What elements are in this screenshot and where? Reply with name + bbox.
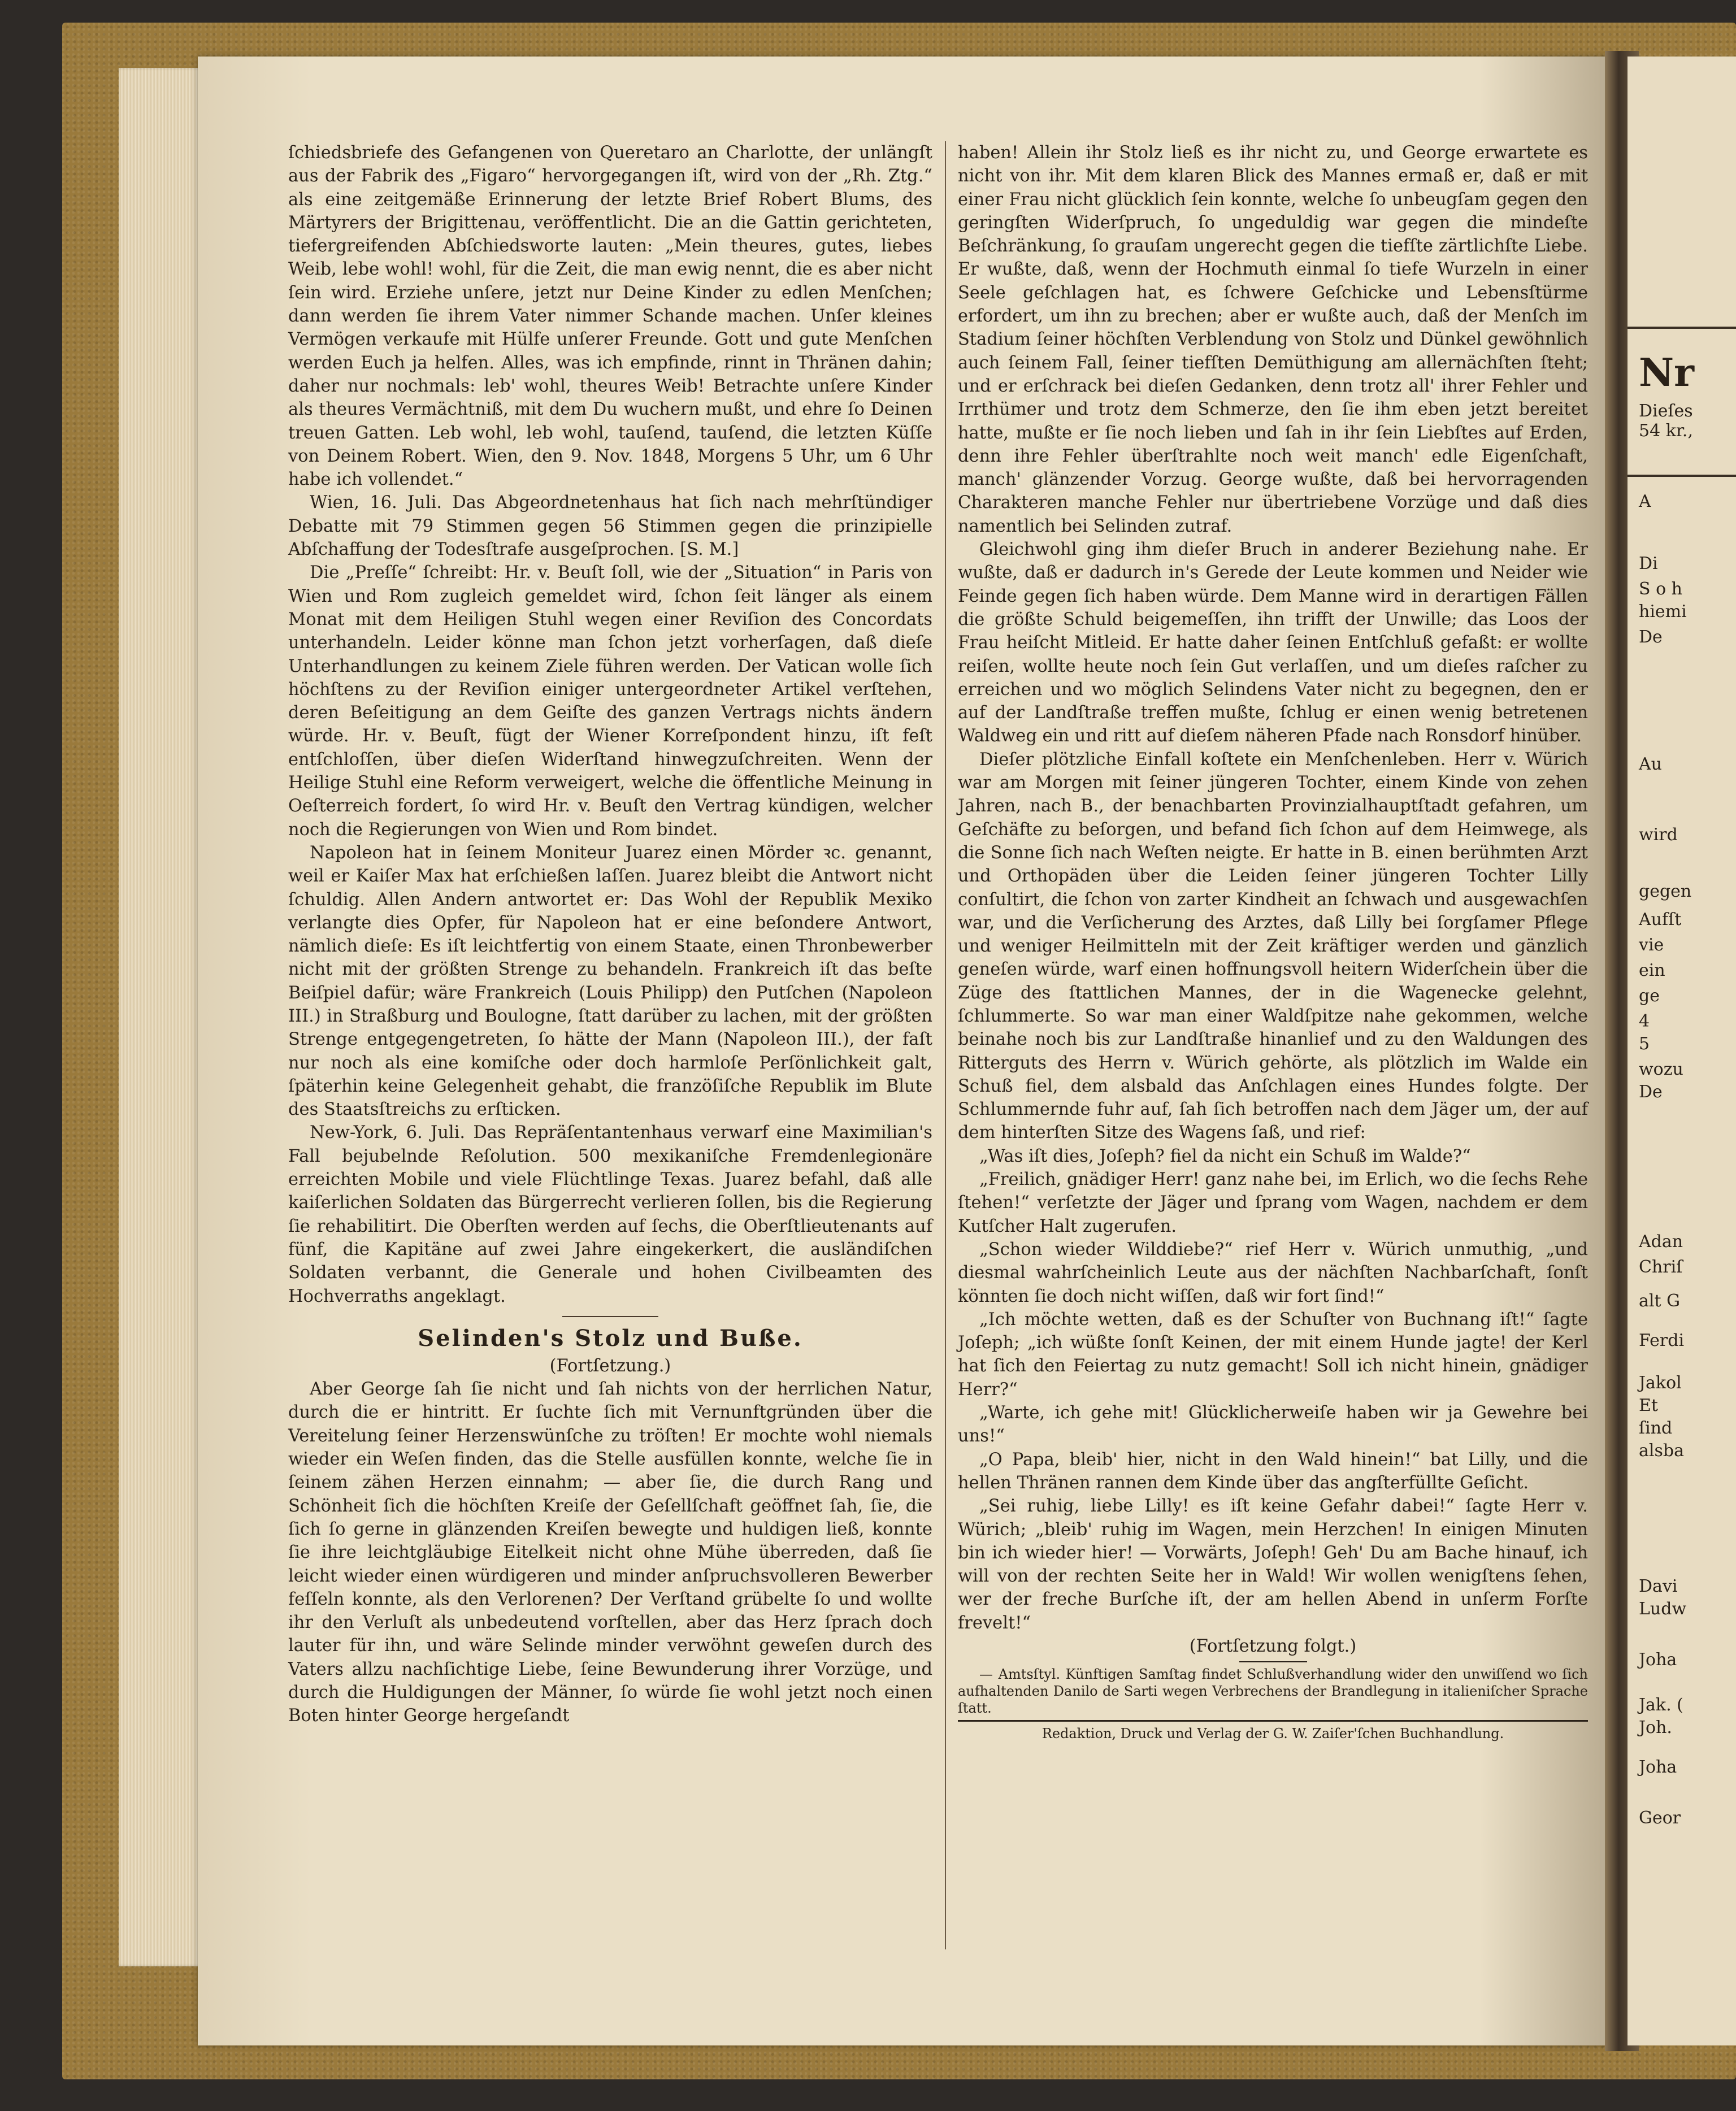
news-item: Napoleon hat in ſeinem Moniteur Juarez einen Mörder ꝛc. genannt, weil er Kaiſer Max hat erſchießen laſſen. Juarez bleibt die Antwort nicht ſchuldig. Allen Andern antwortet er: Das Wohl der Republik Mexiko verlangte dies Opfer, für Napoleon hat er eine beſondere Antwort, nämlich dieſe: Es iſt leichtfertig von einem Staate, einen Thronbewerber nicht mit der größten Strenge zu behandeln. Frankreich iſt das beſte Beiſpiel dafür; wäre Frankreich (Louis Philipp) den Putſchen (Napoleon III.) in Straßburg und Boulogne, ſtatt darüber zu lachen, mit der größten Strenge entgegengetreten, ſo hätte der Mann (Napoleon III.), der faſt nur noch als eine komiſche oder doch harmloſe Perſönlichkeit galt, ſpäterhin keine Gelegenheit gehabt, die franzöſiſche Republik im Blute des Staatsſtreichs zu erſticken.: [288, 842, 932, 1120]
next-page-fragment: ſind: [1639, 1418, 1673, 1438]
news-item: Die „Preſſe“ ſchreibt: Hr. v. Beuſt ſoll, wie der „Situation“ in Paris von Wien und Rom zugleich gemeldet wird, ſchon ſeit länger als einem Monat mit dem Heiligen Stuhl wegen einer Reviſion des Concordats unterhandeln. Leider könne man ſchon jetzt vorherſagen, daß dieſe Unterhandlungen zu keinem Ziele führen werden. Der Vatican wolle ſich höchſtens zu der Reviſion einiger untergeordneter Artikel verſtehen, deren Beſeitigung an dem Geiſte des ganzen Vertrags nichts ändern würde. Hr. v. Beuſt, fügt der Wiener Korreſpondent hinzu, iſt feſt entſchloſſen, über dieſen Widerſtand hinwegzuſchreiten. Wenn der Heilige Stuhl eine Reform verweigert, welche die öffentliche Meinung in Oeſterreich fordert, ſo wird Hr. v. Beuſt den Vertrag kündigen, welcher noch die Regierungen von Wien und Rom bindet.: [288, 563, 932, 840]
next-page-fragment: De: [1639, 627, 1663, 647]
next-page-fragment: A: [1639, 492, 1651, 511]
official-notice: — Amtsſtyl. Künftigen Samſtag findet Schlußverhandlung wider den unwiſſend wo ſich aufhaltenden Danilo de Sarti wegen Verbrechens der Brandlegung in italieniſcher Sprache ſtatt.: [958, 1666, 1588, 1717]
story-paragraph: Gleichwohl ging ihm dieſer Bruch in anderer Beziehung nahe. Er wußte, daß er dadurch in's Gerede der Leute kommen und Neider wie Feinde gegen ſich haben würde. Dem Manne wird in derartigen Fällen die größte Schuld beigemeſſen, ihn trifft der Unwille; das Loos der Frau heiſcht Mitleid. Er hatte daher ſeinen Entſchluß gefaßt: er wollte reiſen, wollte heute noch ſein Gut verlaſſen, und um dieſes raſcher zu erreichen und wo möglich Selindens Vater nicht zu begegnen, den er auf der Landſtraße treffen mußte, ſchlug er einen wenig betretenen Waldweg ein und ritt auf dieſem näheren Pfade nach Ronsdorf hinüber.: [958, 540, 1588, 746]
next-page-fragment: Dieſes: [1639, 401, 1693, 421]
story-paragraph: „Sei ruhig, liebe Lilly! es iſt keine Gefahr dabei!“ ſagte Herr v. Würich; „bleib' ruhig im Wagen, mein Herzchen! In einigen Minuten bin ich wieder hier! — Vorwärts, Joſeph! Geh' Du am Bache hinauf, ich will von der rechten Seite her in Wald! Wir wollen wenigſtens ſehen, wer der freche Burſche iſt, der am hellen Abend in unſerm Forſte frevelt!“: [958, 1496, 1588, 1633]
next-page-fragment: 54 kr.,: [1639, 421, 1694, 441]
story-paragraph: „Warte, ich gehe mit! Glücklicherweiſe haben wir ja Gewehre bei uns!“: [958, 1403, 1588, 1447]
next-page-fragment: hiemi: [1639, 602, 1687, 622]
next-page-fragment: wird: [1639, 825, 1678, 845]
left-column: [288, 141, 932, 1728]
next-page-fragment: ge: [1639, 986, 1660, 1006]
story-paragraph: haben! Allein ihr Stolz ließ es ihr nicht zu, und George erwartete es nicht von ihr. Mit dem klaren Blick des Mannes ermaß er, daß er mit einer Frau nicht glücklich ſein konnte, welche ſo unbeugſam gegen den geringſten Widerſpruch, ſo ungeduldig war gegen die mindeſte Beſchränkung, ſo grauſam ungerecht gegen die tiefſte zärtlichſte Liebe. Er wußte, daß, wenn der Hochmuth einmal ſo tiefe Wurzeln in einer Seele geſchlagen hat, es ſchwere Geſchicke und Lebensſtürme erfordert, um ihn zu brechen; aber er wußte auch, daß der Menſch im Stadium ſeiner höchſten Verblendung von Stolz und Dünkel gewöhnlich auch ſeinem Fall, ſeiner tiefſten Demüthigung am allernächſten ſteht; und er erſchrack bei dieſen Gedanken, denn trotz all' ihrer Fehler und Irrthümer und trotz dem Schmerze, den ſie ihm eben jetzt bereitet hatte, mußte er ſie noch lieben und ſah in ihr ſein Liebſtes auf Erden, denn ihre Fehler überſtrahlte noch weit manch' edle Eigenſchaft, manch' glänzender Vorzug. George wußte, daß bei hervorragenden Charakteren manche Fehler nur übertriebene Vorzüge und daß dies namentlich bei Selinden zutraf.: [958, 143, 1588, 536]
right-column: [958, 141, 1588, 1742]
story-text: Aber George ſah ſie nicht und ſah nichts von der herrlichen Natur, durch die er hintritt. Er ſuchte ſich mit Vernunftgründen über die Vereitelung ſeiner Herzenswünſche zu tröſten! Er mochte wohl niemals wieder ein Weſen finden, das die Stelle ausfüllen konnte, welche ſie in ſeinem zähen Herzen einnahm; — aber ſie, die durch Rang und Schönheit ſich die höchſten Kreiſe der Geſellſchaft geöffnet ſah, ſie, die ſich ſo gerne in glänzenden Kreiſen bewegte und huldigen ließ, konnte ſie ihre leichtgläubige Eitelkeit nicht ohne Mühe überreden, daß ſie leicht wieder einen würdigeren und minder anſpruchsvolleren Bewerber feſſeln konnte, als den Verlorenen? Der Verſtand grübelte ſo und wollte ihr den Verluſt als unbedeutend vorſtellen, aber das Herz ſprach doch lauter für ihn, und wäre Selinde minder verwöhnt geweſen durch des Vaters allzu nachſichtige Liebe, ſeine Bewunderung ihrer Vorzüge, und durch die Huldigungen der Männer, ſo würde ſie wohl jetzt noch einen Boten hinter George hergeſandt: [288, 1379, 932, 1726]
story-paragraph: „Schon wieder Wilddiebe?“ rief Herr v. Würich unmuthig, „und diesmal wahrſcheinlich Leute aus der nächſten Nachbarſchaft, ſonſt könnten ſie doch nicht wiſſen, daß wir fort ſind!“: [958, 1239, 1588, 1306]
next-page-fragment: Aufſt: [1639, 910, 1682, 929]
next-page-fragment: Au: [1639, 754, 1662, 774]
adjacent-page: [1628, 57, 1736, 2045]
page-edges: [119, 68, 209, 1966]
next-page-fragment: wozu: [1639, 1059, 1683, 1079]
next-page-fragment: Geor: [1639, 1808, 1681, 1828]
rule: [1628, 475, 1736, 477]
next-page-fragment: Nr: [1639, 350, 1694, 396]
story-paragraph: „O Papa, bleib' hier, nicht in den Wald hinein!“ bat Lilly, und die hellen Thränen rannen dem Kinde über das angſterfüllte Geſicht.: [958, 1449, 1588, 1493]
next-page-fragment: alt G: [1639, 1291, 1681, 1311]
next-page-fragment: Jakol: [1639, 1373, 1682, 1393]
section-rule: [1239, 1661, 1307, 1662]
next-page-fragment: Et: [1639, 1396, 1658, 1415]
next-page-fragment: Adan: [1639, 1232, 1683, 1252]
section-rule: [562, 1316, 658, 1317]
story-paragraph: „Freilich, gnädiger Herr! ganz nahe bei, im Erlich, wo die ſechs Rehe ſtehen!“ verſetzte der Jäger und ſprang vom Wagen, nachdem er dem Kutſcher Halt zugerufen.: [958, 1170, 1588, 1236]
next-page-fragment: Di: [1639, 554, 1658, 574]
next-page-fragment: Ferdi: [1639, 1331, 1685, 1350]
story-paragraph: Dieſer plötzliche Einfall koſtete ein Menſchenleben. Herr v. Würich war am Morgen mit ſeiner jüngeren Tochter, einem Kinde von zehen Jahren, nach B., der benachbarten Provinzialhauptſtadt gefahren, um Geſchäfte zu beſorgen, und befand ſich ſchon auf dem Heimwege, als die Sonne ſich nach Weſten neigte. Er hatte in B. einen berühmten Arzt und Orthopäden über die Leiden ſeiner jüngeren Tochter Lilly conſultirt, die ſchon von zarter Kindheit an ſchwach und ausgewachſen war, und die Verſicherung des Arztes, daß Lilly bei ſorgſamer Pflege und weniger Heilmitteln mit der Zeit kräftiger werden und gänzlich geneſen würde, warf einen hoffnungsvoll heitern Widerſchein über die Züge des ſtattlichen Mannes, der in die Wagenecke gelehnt, ſchlummerte. So war man einer Waldſpitze nahe gekommen, welche beinahe noch bis zur Landſtraße hinanlief und zu den Waldungen des Ritterguts des Herrn v. Würich gehörte, als plötzlich im Walde ein Schuß fiel, dem alsbald das Anſchlagen eines Hundes folgte. Der Schlummernde fuhr auf, ſah ſich betroffen nach dem Jäger um, der auf dem hinterſten Sitze des Wagens ſaß, und rief:: [958, 749, 1588, 1143]
next-page-fragment: 4: [1639, 1011, 1650, 1031]
next-page-fragment: S o h: [1639, 579, 1683, 599]
next-page-fragment: vie: [1639, 935, 1664, 955]
news-item: ſchiedsbriefe des Gefangenen von Queretaro an Charlotte, der unlängſt aus der Fabrik des „Figaro“ hervorgegangen iſt, wird von der „Rh. Ztg.“ als eine zeitgemäße Erinnerung der letzte Brief Robert Blums, des Märtyrers der Brigittenau, veröffentlicht. Die an die Gattin gerichteten, tiefergreifenden Abſchiedsworte lauten: „Mein theures, gutes, liebes Weib, lebe wohl! wohl, für die Zeit, die man ewig nennt, die es aber nicht ſein wird. Erziehe unſere, jetzt nur Deine Kinder zu edlen Menſchen; dann werden ſie ihrem Vater nimmer Schande machen. Unſer kleines Vermögen verkaufe mit Hülfe unſerer Freunde. Gott und gute Menſchen werden Euch ja helfen. Alles, was ich empfinde, rinnt in Thränen dahin; daher nur nochmals: leb' wohl, theures Weib! Betrachte unſere Kinder als theures Vermächtniß, mit dem Du wuchern mußt, und ehre ſo Deinen treuen Gatten. Leb wohl, leb wohl, tauſend, tauſend, die letzten Küſſe von Deinem Robert. Wien, den 9. Nov. 1848, Morgens 5 Uhr, um 6 Uhr habe ich vollendet.“: [288, 143, 932, 490]
next-page-fragment: Davi: [1639, 1576, 1678, 1596]
next-page-fragment: De: [1639, 1082, 1663, 1102]
story-title: Selinden's Stolz und Buße.: [418, 1324, 803, 1352]
column-divider: [945, 141, 946, 1949]
next-page-fragment: Ludw: [1639, 1599, 1687, 1619]
next-page-fragment: ein: [1639, 961, 1665, 980]
news-item: Wien, 16. Juli. Das Abgeordnetenhaus hat ſich nach mehrſtündiger Debatte mit 79 Stimmen gegen 56 Stimmen gegen die prinzipielle Abſchaffung der Todesſtrafe ausgeſprochen. [S. M.]: [288, 493, 932, 560]
next-page-fragment: Joha: [1639, 1757, 1677, 1777]
story-subtitle: (Fortſetzung.): [549, 1356, 671, 1376]
news-item: New-York, 6. Juli. Das Repräſentantenhaus verwarf eine Maximilian's Fall bejubelnde Reſolution. 500 mexikaniſche Fremdenlegionäre erreichten Mobile und viele Flüchtlinge Texas. Juarez befahl, daß alle kaiſerlichen Soldaten das Bürgerrecht verlieren ſollen, bis die Regierung ſie rehabilitirt. Die Oberſten werden auf ſechs, die Oberſtlieutenants auf fünf, die Kapitäne auf zwei Jahre eingekerkert, die ausländiſchen Soldaten verbannt, die Generale und hohen Civilbeamten des Hochverraths angeklagt.: [288, 1123, 932, 1306]
next-page-fragment: alsba: [1639, 1441, 1684, 1461]
story-paragraph: „Was iſt dies, Joſeph? fiel da nicht ein Schuß im Walde?“: [979, 1146, 1471, 1166]
next-page-fragment: 5: [1639, 1034, 1650, 1054]
next-page-fragment: gegen: [1639, 881, 1692, 901]
next-page-fragment: Joha: [1639, 1650, 1677, 1670]
next-page-fragment: Jak. (: [1639, 1695, 1683, 1715]
next-page-fragment: Chriſ: [1639, 1257, 1683, 1277]
story-paragraph: „Ich möchte wetten, daß es der Schuſter von Buchnang iſt!“ ſagte Joſeph; „ich wüßte ſonſt Keinen, der mit einem Hunde jagte! der Kerl hat ſich den Feiertag zu nutz gemacht! Soll ich nicht hinein, gnädiger Herr?“: [958, 1309, 1588, 1400]
imprint: Redaktion, Druck und Verlag der G. W. Zaiſer'ſchen Buchhandlung.: [1041, 1726, 1504, 1742]
rule: [1628, 327, 1736, 329]
continued-note: (Fortſetzung folgt.): [1189, 1636, 1357, 1656]
next-page-fragment: Joh.: [1639, 1718, 1672, 1738]
footer-rule: [958, 1720, 1588, 1722]
